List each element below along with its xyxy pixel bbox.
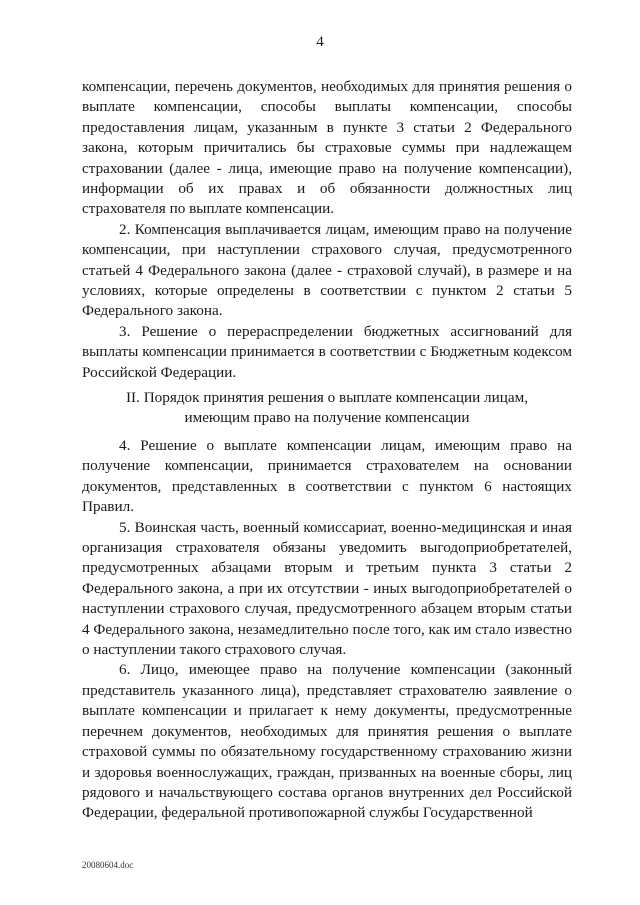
section-heading-line-2: имеющим право на получение компенсации (184, 409, 470, 427)
paragraph-4: 4. Решение о выплате компенсации лицам, имеющим право на получение компенсации, принимается страхователем на основании документов, представленных в соответствии с пунктом 6 настоящих Правил. (82, 437, 572, 516)
paragraph-continuation: компенсации, перечень документов, необходимых для принятия решения о выплате компенсации, способы выплаты компенсации, способы предоставления лицам, указанным в пункте 3 статьи 2 Федерального закона, которым причитались бы страховые суммы при надлежащем страховании (далее - лица, имеющие право на получение компенсации), информации об их правах и об обязанности должностных лиц страхователя по выплате компенсации. (82, 78, 572, 218)
section-1-body (82, 77, 572, 383)
paragraph-6: 6. Лицо, имеющее право на получение компенсации (законный представитель указанного лица), представляет страхователю заявление о выплате компенсации и прилагает к нему документы, предусмотренные перечнем документов, необходимых для принятия решения о выплате страховой суммы по обязательному государственному страхованию жизни и здоровья военнослужащих, граждан, призванных на военные сборы, лиц рядового и начальствующего состава органов внутренних дел Российской Федерации, федеральной противопожарной службы Государственной (82, 661, 572, 822)
footer-filename: 20080604.doc (82, 860, 134, 870)
section-2-body (82, 436, 572, 824)
paragraph-5: 5. Воинская часть, военный комиссариат, военно-медицинская и иная организация страхователя обязаны уведомить выгодоприобретателей, предусмотренных абзацами вторым и третьим пункта 3 статьи 2 Федерального закона, а при их отсутствии - иных выгодоприобретателей о наступлении страхового случая, предусмотренного абзацем вторым статьи 4 Федерального закона, незамедлительно после того, как им стало известно о наступлении такого страхового случая. (82, 518, 572, 659)
section-heading-line-1: II. Порядок принятия решения о выплате компенсации лицам, (125, 389, 528, 406)
section-heading (82, 388, 572, 429)
paragraph-3: 3. Решение о перераспределении бюджетных ассигнований для выплаты компенсации принимается в соответствии с Бюджетным кодексом Российской Федерации. (82, 322, 572, 381)
paragraph-2: 2. Компенсация выплачивается лицам, имеющим право на получение компенсации, при наступлении страхового случая, предусмотренного статьей 4 Федерального закона (далее - страховой случай), в размере и на условиях, которые определены в соответствии с пунктом 2 статьи 5 Федерального закона. (82, 220, 572, 320)
page-number: 4 (316, 34, 324, 50)
